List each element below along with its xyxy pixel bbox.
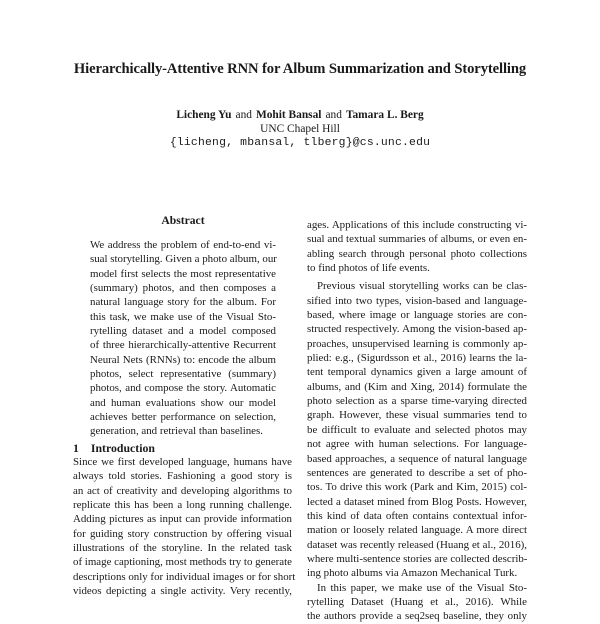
text-line: the authors provide a seq2seq baseline, they only — [307, 610, 527, 623]
author-emails: {licheng, mbansal, tlberg}@cs.unc.edu — [169, 137, 431, 149]
text-line: plied: e.g., (Sigurdsson et al., 2016) learns the la- — [307, 352, 527, 365]
text-line: lected a dataset mined from Blog Posts. However, — [307, 495, 527, 508]
text-line: (summary) photos, and then composes a — [90, 282, 276, 295]
text-line: ing photo albums via Amazon Mechanical Turk. — [307, 567, 518, 580]
text-line: replicate this has been a long running challenge. — [73, 499, 292, 512]
text-line: rytelling dataset and a model composed — [90, 325, 276, 338]
text-line: tos. To drive this work (Park and Kim, 2015) col- — [307, 481, 527, 494]
text-line: rytelling Dataset (Huang et al., 2016). While — [307, 595, 527, 608]
text-line: to find photos of life events. — [307, 262, 430, 275]
text-line: sified into two types, vision-based and language- — [307, 294, 527, 307]
text-line: Previous visual storytelling works can be clas- — [317, 280, 527, 293]
author-name: Mohit Bansal — [255, 109, 322, 121]
text-line: descriptions only for individual images or for short — [73, 570, 296, 583]
text-line: Neural Nets (RNNs) to: encode the album — [90, 353, 276, 366]
text-line: illustrations of the storyline. In the related task — [73, 542, 292, 555]
text-line: based approaches, a sequence of natural language — [307, 452, 527, 465]
text-line: photos, and compose the story. Automatic — [90, 382, 276, 395]
text-line: model first selects the most representative — [90, 267, 276, 280]
text-line: tent temporal dynamics given a large amount of — [307, 366, 527, 379]
text-line: mation or loosely related language. A more direct — [307, 524, 527, 537]
introduction-body — [73, 455, 296, 598]
text-line: graph. However, these visual summaries tend to — [307, 409, 527, 422]
section-title: Introduction — [90, 441, 155, 455]
text-line: of three hierarchically-attentive Recurrent — [90, 339, 276, 352]
text-line: where multi-sentence stories are collected describ- — [307, 552, 528, 565]
author-name: Tamara L. Berg — [345, 109, 424, 121]
abstract-body — [90, 238, 276, 439]
text-line: be difficult to evaluate and selected photos may — [307, 423, 527, 436]
author-separator: and — [325, 109, 342, 121]
text-line: videos depicting a single activity. Very recently, — [73, 585, 292, 598]
text-line: natural language story for the album. For — [90, 296, 276, 309]
text-line: albums, and (Kim and Xing, 2014) formulate the — [307, 380, 527, 393]
text-line: based, where image or language stories are con- — [307, 309, 527, 322]
paper-title: Hierarchically-Attentive RNN for Album Summarization and Storytelling — [73, 61, 527, 77]
text-line: ages. Applications of this include constructing vi- — [307, 219, 527, 231]
text-line: sual storytelling. Given a photo album, our — [90, 253, 277, 266]
text-line: and human evaluations show our model — [90, 396, 276, 409]
section-number: 1 — [73, 441, 79, 455]
text-line: abling search through personal photo collections — [307, 247, 527, 260]
text-line: photos, select representative (summary) — [90, 368, 276, 381]
author-line — [0, 109, 600, 121]
text-line: always told stories. Fashioning a good story is — [73, 470, 292, 483]
author-name: Licheng Yu — [176, 109, 232, 121]
text-line: sual and textual summaries of albums, or even en- — [307, 233, 527, 246]
abstract-heading: Abstract — [161, 214, 205, 227]
section-heading-introduction — [73, 441, 155, 456]
text-line: not agree with human selections. For language- — [307, 438, 527, 451]
text-line: proaches, unsupervised learning is commonly ap- — [307, 337, 527, 350]
author-separator: and — [235, 109, 252, 121]
text-line: dataset was recently released (Huang et al., 2016), — [307, 538, 527, 551]
text-line: this task, we make use of the Visual Sto- — [90, 310, 276, 323]
text-line: photo selection as a sparse time-varying directed — [307, 395, 527, 408]
text-line: sentences are generated to describe a set of pho- — [307, 466, 527, 479]
text-line: Since we first developed language, humans have — [73, 456, 292, 468]
text-line: achieves better performance on selection, — [90, 411, 276, 424]
text-line: Adding pictures as input can provide information — [73, 513, 292, 526]
right-column-body — [307, 218, 527, 624]
text-line: an act of creativity and developing algorithms to — [73, 484, 292, 497]
affiliation: UNC Chapel Hill — [260, 123, 340, 135]
text-line: In this paper, we make use of the Visual Sto- — [317, 581, 527, 594]
text-line: generation, and retrieval than baselines. — [90, 425, 263, 438]
text-line: for guiding story construction by offering visual — [73, 527, 292, 540]
text-line: structed respectively. Among the vision-based ap- — [307, 323, 527, 336]
text-line: of image captioning, most methods try to generate — [73, 556, 292, 569]
text-line: We address the problem of end-to-end vi- — [90, 239, 276, 251]
text-line: this kind of data often contains contextual infor- — [307, 509, 527, 522]
